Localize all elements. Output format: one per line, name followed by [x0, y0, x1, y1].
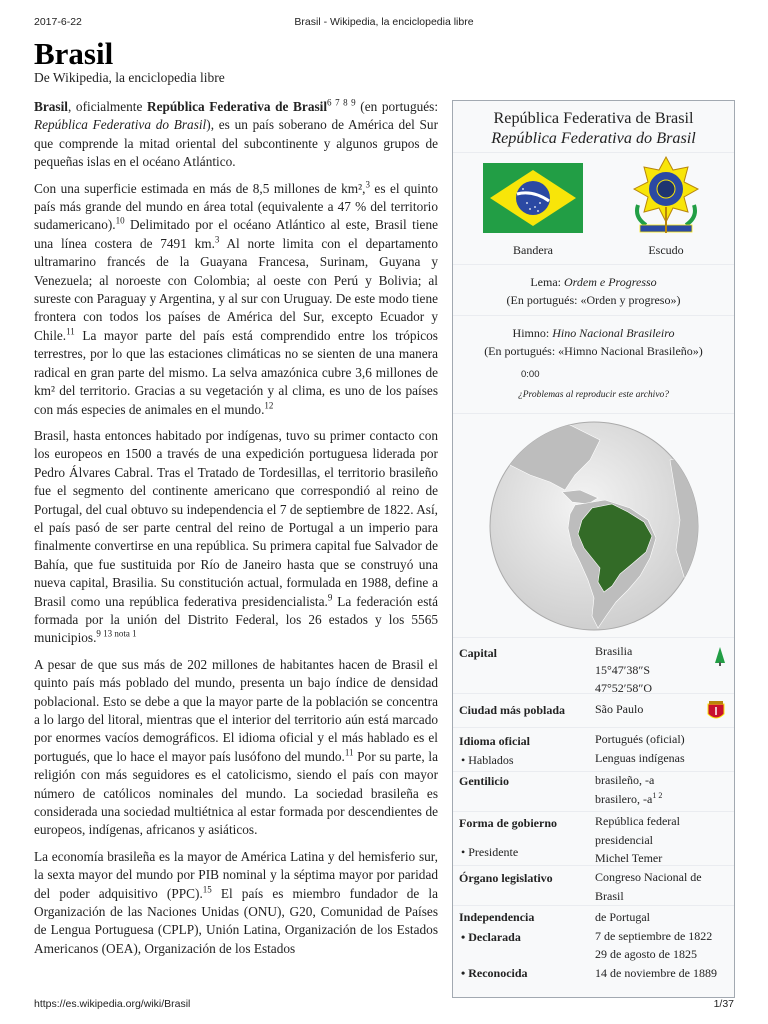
infobox-map	[453, 414, 734, 638]
infobox-anthem: Himno: Hino Nacional Brasileiro (En portugués: «Himno Nacional Brasileño») 0:00 ¿Problemas al reproducir este archivo?	[453, 316, 734, 414]
ref-link[interactable]: 3	[365, 179, 370, 190]
anthem-link[interactable]: Hino Nacional Brasileiro	[552, 326, 675, 340]
ref-link[interactable]: 6 7 8 9	[327, 97, 356, 108]
sao-paulo-arms-icon	[706, 700, 726, 722]
paragraph-geography: Con una superficie estimada en más de 8,5 millones de km²,$^3$ es el quinto país más grande del mundo en área total (equivalente a 47 % del territorio sudamericano).$^{10}$ Delimitado por el océano Atlántico al este, Brasil tiene una línea costera de 7491 km.$^3$ Al norte limita con el departamento ultramarino francés de la Guayana Francesa, Surinam, Guyana y Venezuela; al noroeste con Colombia; al oeste con Perú y Bolivia; al sureste con Paraguay y Argentina, y al sur con Uruguay. De este modo tiene frontera con todos los países de América del Sur, excepto Ecuador y Chile.$^{11}$ La mayor parte del país está comprendido entre los trópicos terrestres, por lo que las estaciones climáticas no se sienten de una manera radical en gran parte del mismo. La selva amazónica cubre 3,6 millones de km² del territorio. Gracias a su vegetación y al clima, es uno de los países con más especies de animales en el mundo.$^{12}$	[34, 179, 438, 417]
infobox-title-es: República Federativa de Brasil	[493, 109, 694, 127]
row-capital: Capital Brasilia 15°47′38″S 47°52′58″O	[453, 638, 734, 694]
capital-lat[interactable]: 15°47′38″S	[595, 662, 651, 677]
print-page-title: Brasil - Wikipedia, la enciclopedia libre	[294, 16, 474, 28]
motto-translation: (En portugués: «Orden y progreso»)	[506, 293, 681, 307]
ref-link[interactable]: 9 13 nota 1	[96, 628, 137, 639]
print-footer	[34, 998, 734, 1012]
infobox-title-pt: República Federativa do Brasil	[491, 129, 696, 147]
player-time: 0:00	[521, 369, 540, 380]
ref-link[interactable]: 12	[264, 400, 274, 411]
infobox-symbols	[453, 153, 734, 265]
row-largest-city: Ciudad más poblada São Paulo	[453, 694, 734, 728]
print-date: 2017-6-22	[34, 16, 82, 28]
president-link[interactable]: Michel Temer	[595, 851, 663, 865]
coat-of-arms-image[interactable]	[626, 155, 706, 237]
flag-image[interactable]	[483, 163, 583, 233]
row-demonym: Gentilicio brasileño, -a brasilero, $-a^{1 2}$	[453, 772, 734, 812]
print-page-number: 1/37	[713, 998, 734, 1010]
ref-link[interactable]: 1 2	[652, 790, 663, 800]
article-body	[34, 98, 438, 966]
paragraph-history: Brasil, hasta entonces habitado por indígenas, tuvo su primer contacto con los europeos en 1500 a través de una expedición portuguesa liderada por Pedro Álvares Cabral. Tras el Tratado de Tordesillas, el territorio brasileño fue el segmento del continente americano que correspondió al reino de Portugal, del cual obtuvo su independencia el 7 de septiembre de 1822. Así, el país pasó de ser parte central del reino de Portugal a un imperio para finalmente convertirse en una república. Su primera capital fue Salvador de Bahía, que fue sustituida por Río de Janeiro hasta que se construyó una nueva capital, Brasilia. Su constitución actual, formulada en 1988, define a Brasil como una república federativa presidencialista.$^9$ La federación está formada por la unión del Distrito Federal, los 26 estados y los 5565 municipios.$^{9 13 nota 1}$	[34, 427, 438, 646]
ref-link[interactable]: 15	[202, 884, 212, 895]
spoken-languages-link[interactable]: Lenguas indígenas	[595, 750, 685, 765]
capital-flag-icon	[714, 646, 726, 666]
flag-caption: Bandera	[513, 243, 553, 257]
government-link[interactable]: República federal	[595, 814, 680, 828]
independence-link[interactable]: de Portugal	[595, 910, 650, 924]
ref-link[interactable]: 11	[344, 747, 354, 758]
capital-link[interactable]: Brasilia	[595, 644, 633, 658]
ref-link[interactable]: 10	[115, 216, 125, 227]
arms-caption: Escudo	[648, 243, 684, 257]
ref-link[interactable]: 3	[214, 234, 220, 245]
article-subtitle: De Wikipedia, la enciclopedia libre	[34, 70, 225, 85]
location-map-image[interactable]	[480, 420, 708, 632]
row-legislature: Órgano legislativo Congreso Nacional de Brasil	[453, 866, 734, 906]
row-language: Idioma oficial • Hablados Portugués (oficial) Lenguas indígenas	[453, 728, 734, 772]
print-header	[34, 16, 734, 30]
motto-value: Ordem e Progresso	[564, 275, 657, 289]
capital-lon[interactable]: 47°52′58″O	[595, 681, 653, 695]
ref-link[interactable]: 11	[66, 326, 75, 337]
official-language-link[interactable]: Portugués (oficial)	[595, 732, 685, 746]
infobox-motto: Lema: Ordem e Progresso (En portugués: «Orden y progreso»)	[453, 265, 734, 316]
largest-city-link[interactable]: São Paulo	[595, 702, 644, 716]
row-government: Forma de gobierno • Presidente República federal presidencial Michel Temer	[453, 812, 734, 866]
article-title: Brasil	[34, 36, 114, 71]
paragraph-intro: Brasil, oficialmente República Federativa de Brasil$^{6 7 8 9}$ (en portugués: República Federativa do Brasil), es un país soberano de América del Sur que comprende la mitad oriental del subcontinente y algunos grupos de pequeñas islas en el océano Atlántico.	[34, 97, 439, 170]
row-independence: Independencia • Declarada • Reconocida de Portugal 7 de septiembre de 1822 29 de agosto de 1825 14 de noviembre de 1889	[459, 910, 717, 980]
print-url: https://es.wikipedia.org/wiki/Brasil	[34, 998, 191, 1010]
infobox	[452, 100, 735, 998]
anthem-translation: (En portugués: «Himno Nacional Brasileño»)	[484, 344, 703, 358]
legislature-link[interactable]: Congreso Nacional de	[595, 870, 702, 884]
bold-brasil: Brasil	[34, 99, 68, 114]
player-problems-link[interactable]: ¿Problemas al reproducir este archivo?	[517, 390, 670, 400]
infobox-title	[453, 101, 734, 153]
paragraph-population: A pesar de que sus más de 202 millones de habitantes hacen de Brasil el quinto país más poblado del mundo, presenta un bajo índice de densidad poblacional. Esto se debe a que la mayor parte de la población se concentra a lo largo del litoral, mientras que el interior del territorio aún está marcado por enormes vacíos demográficos. El idioma oficial y el más hablado es el portugués, que lo hace el mayor país lusófono del mundo.$^{11}$ Por su parte, la religión con más seguidores es el catolicismo, siendo el país con mayor número de católicos nominales del mundo. La sociedad brasileña es considerada una sociedad multiétnica al estar formada por descendientes de europeos, indígenas, africanos y asiáticos.	[34, 656, 438, 838]
audio-player[interactable]	[503, 366, 693, 382]
paragraph-economy: La economía brasileña es la mayor de América Latina y del hemisferio sur, la sexta mayor del mundo por PIB nominal y la séptima mayor por paridad del poder adquisitivo (PPC).$^{15}$ El país es miembro fundador de la Organización de las Naciones Unidas (ONU), G20, Comunidad de Países de Lengua Portuguesa (CPLP), Unión Latina, Organización de los Estados Americanos (OEA), Organización de los Estados	[34, 848, 438, 956]
bold-official-name: República Federativa de Brasil	[147, 99, 328, 114]
ref-link[interactable]: 9	[327, 592, 333, 603]
